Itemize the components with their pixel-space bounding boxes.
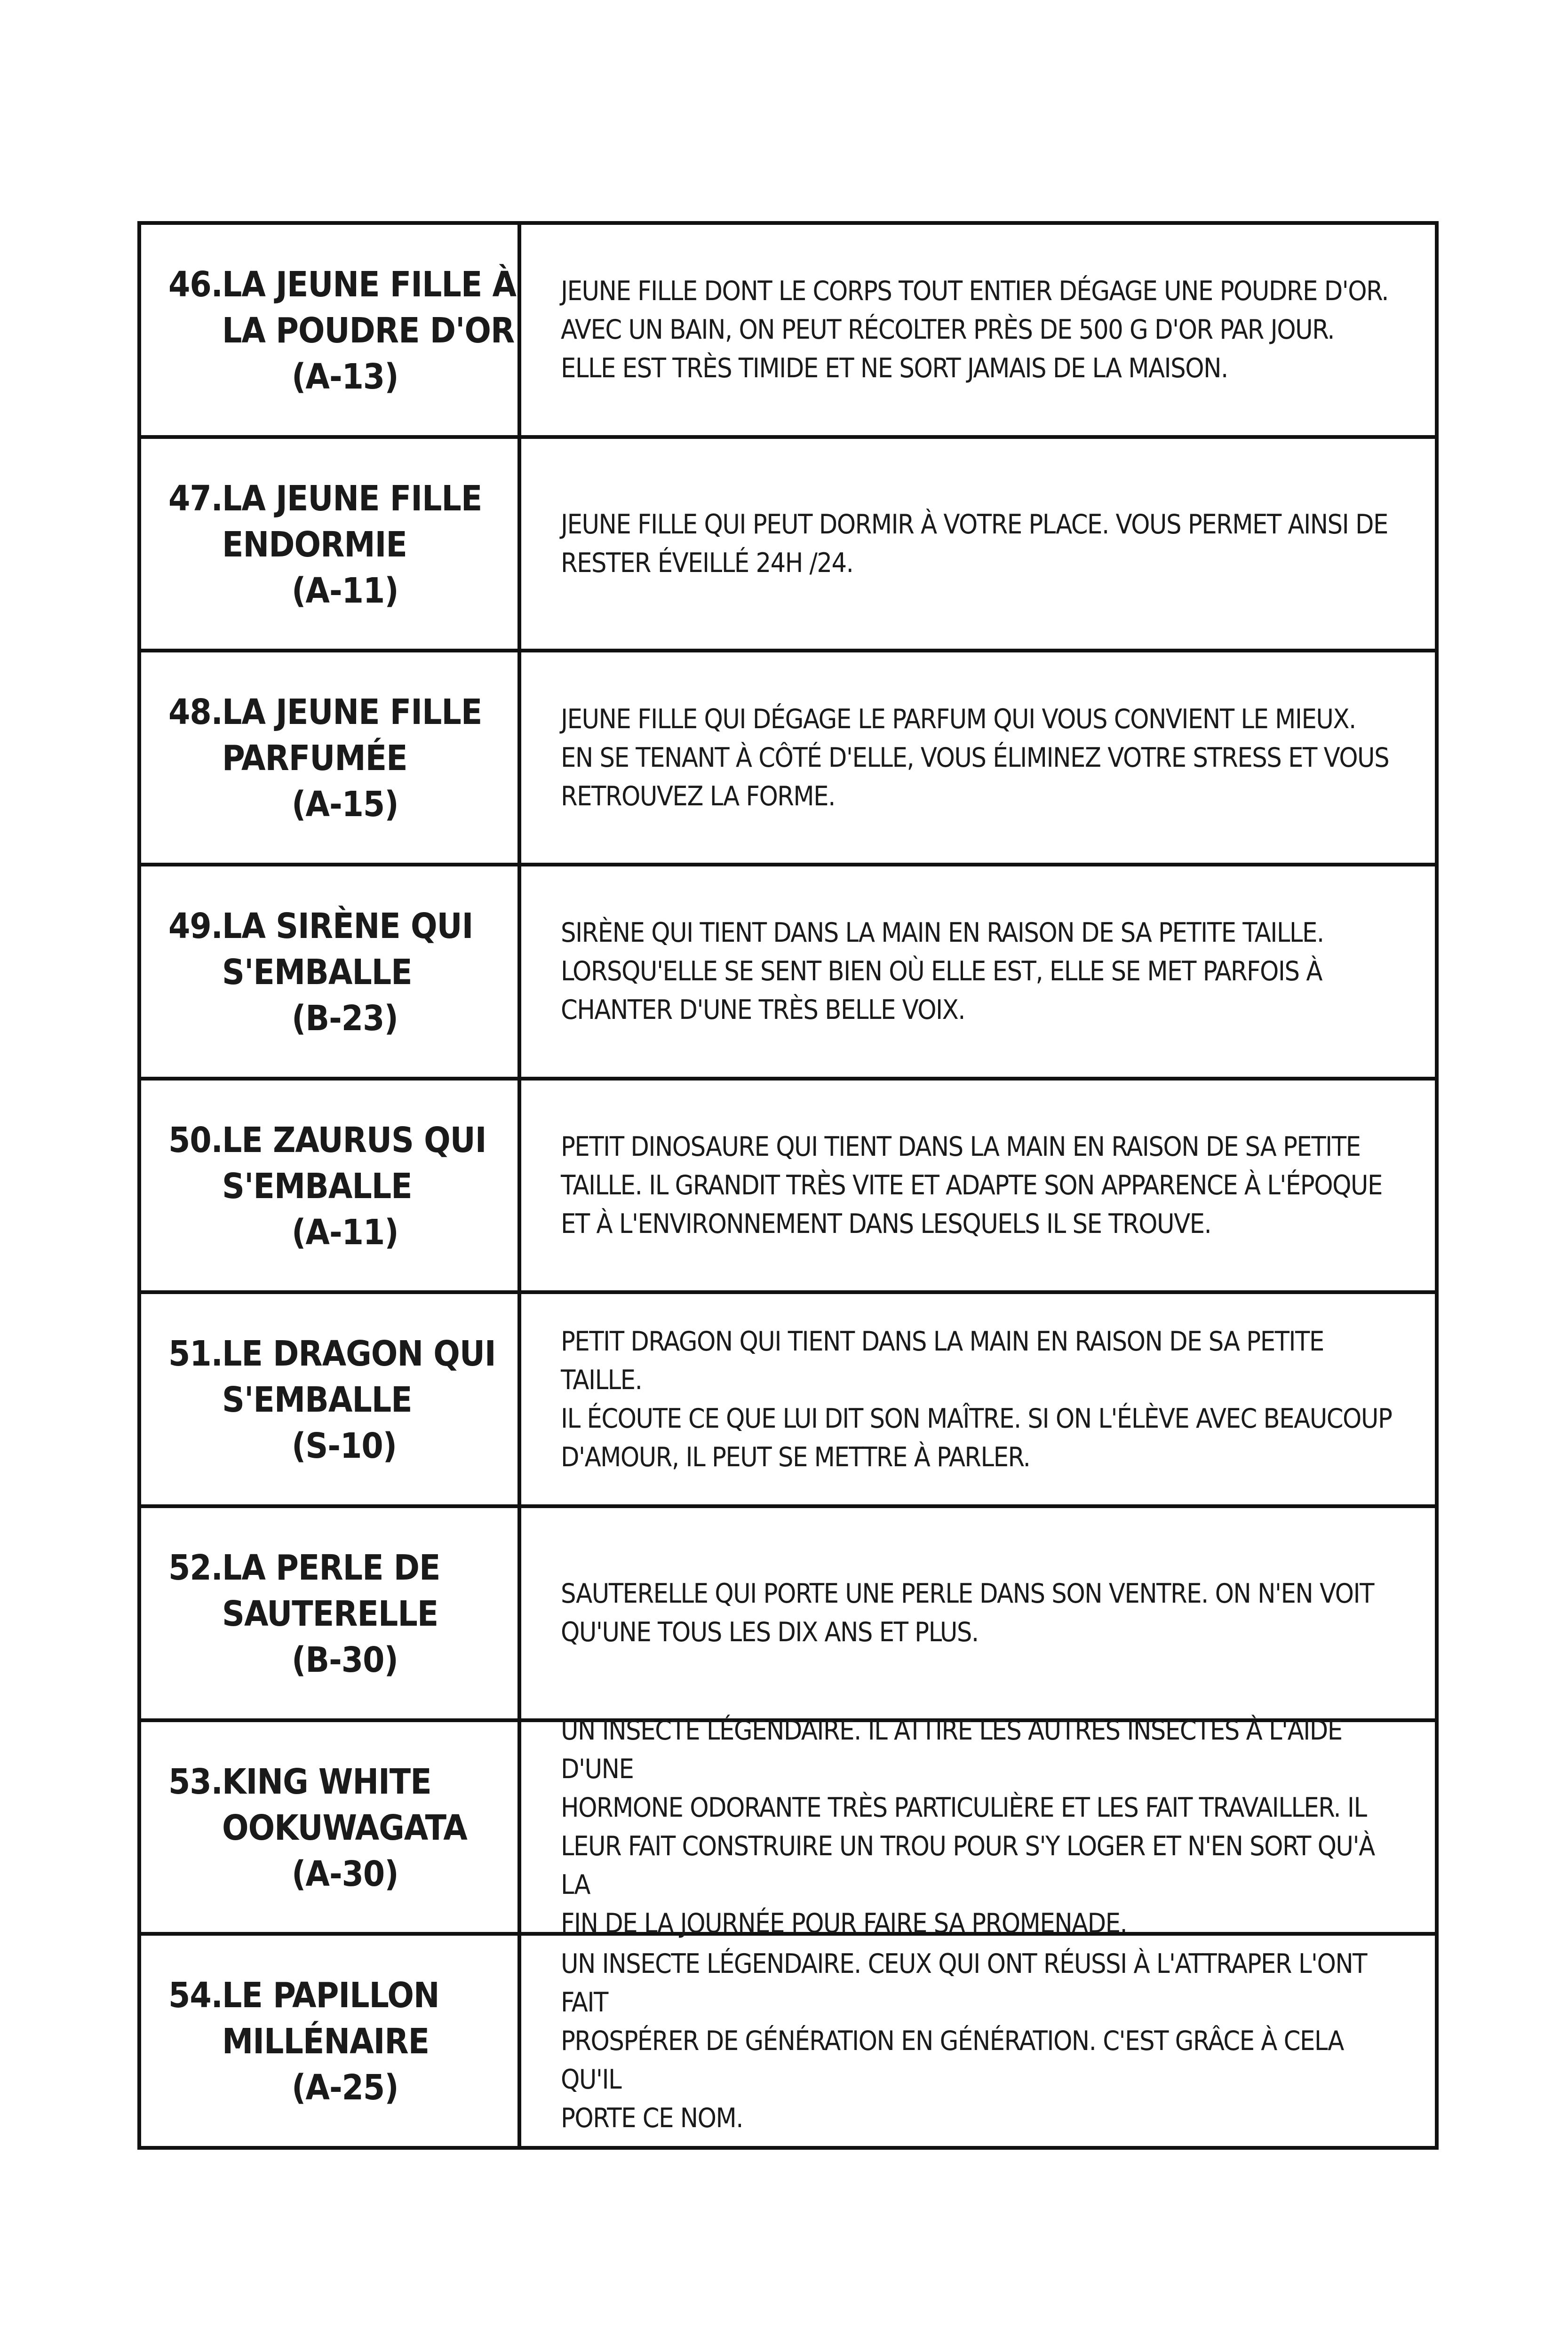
- entry-name-line: [168, 1331, 508, 1377]
- table-row: [141, 866, 1435, 1081]
- entry-name-line: [168, 1972, 508, 2018]
- entry-code: (B-30): [292, 1640, 398, 1681]
- entry-code: (A-13): [292, 357, 398, 397]
- entry-number: 51.: [168, 1334, 223, 1375]
- entry-name-cell: [141, 439, 521, 649]
- entry-code: (A-15): [292, 784, 398, 825]
- entry-name: LE PAPILLON: [222, 1975, 439, 2016]
- entry-table: [137, 221, 1439, 2150]
- entry-name-continued: ENDORMIE: [222, 524, 407, 565]
- entry-name-cell: [141, 1722, 521, 1932]
- entry-description-cell: [521, 1294, 1435, 1504]
- entry-code: (S-10): [292, 1426, 397, 1467]
- entry-name-cell: [141, 652, 521, 863]
- entry-name-continued: S'EMBALLE: [222, 1380, 412, 1421]
- entry-description-cell: [521, 652, 1435, 863]
- table-row: [141, 1936, 1435, 2146]
- entry-name-continued: S'EMBALLE: [222, 952, 412, 993]
- table-row: [141, 1294, 1435, 1508]
- entry-name-line: [168, 1545, 508, 1591]
- entry-description-cell: [521, 866, 1435, 1077]
- table-row: [141, 1715, 1435, 1939]
- entry-name: LA JEUNE FILLE: [222, 692, 482, 733]
- entry-name-continued: OOKUWAGATA: [222, 1807, 467, 1848]
- entry-description-cell: [521, 1081, 1435, 1291]
- entry-name-continued: S'EMBALLE: [222, 1166, 412, 1207]
- entry-description-cell: [521, 1936, 1435, 2146]
- entry-description: UN INSECTE LÉGENDAIRE. IL ATTIRE LES AUTRES INSECTES À L'AIDE D'UNE HORMONE ODORANTE TRÈS PARTICULIÈRE ET LES FAIT TRAVAILLER. IL LEUR FAIT CONSTRUIRE UN TROU POUR S'Y LOGER ET N'EN SORT QU'À LA FIN DE LA JOURNÉE POUR FAIRE SA PROMENADE.: [561, 1715, 1375, 1939]
- entry-number: 52.: [168, 1548, 223, 1589]
- entry-name-line: [168, 262, 517, 308]
- entry-name: LA JEUNE FILLE: [222, 478, 482, 519]
- table-row: [141, 439, 1435, 653]
- entry-description-cell: [521, 225, 1435, 435]
- table-row: [141, 1081, 1435, 1295]
- entry-name-cell: [141, 1936, 521, 2146]
- entry-description: UN INSECTE LÉGENDAIRE. CEUX QUI ONT RÉUSSI À L'ATTRAPER L'ONT FAIT PROSPÉRER DE GÉNÉRATION EN GÉNÉRATION. C'EST GRÂCE À CELA QU'IL PORTE CE NOM.: [561, 1948, 1367, 2134]
- entry-description: JEUNE FILLE DONT LE CORPS TOUT ENTIER DÉGAGE UNE POUDRE D'OR. AVEC UN BAIN, ON PEUT RÉCOLTER PRÈS DE 500 G D'OR PAR JOUR. ELLE EST TRÈS TIMIDE ET NE SORT JAMAIS DE LA MAISON.: [561, 276, 1388, 384]
- entry-description: PETIT DINOSAURE QUI TIENT DANS LA MAIN EN RAISON DE SA PETITE TAILLE. IL GRANDIT TRÈS VITE ET ADAPTE SON APPARENCE À L'ÉPOQUE ET À L'ENVIRONNEMENT DANS LESQUELS IL SE TROUVE.: [561, 1131, 1382, 1240]
- entry-name: LA PERLE DE: [222, 1548, 440, 1589]
- entry-name: LA SIRÈNE QUI: [222, 906, 473, 947]
- entry-number: 47.: [168, 478, 223, 519]
- entry-description: SAUTERELLE QUI PORTE UNE PERLE DANS SON VENTRE. ON N'EN VOIT QU'UNE TOUS LES DIX ANS ET PLUS.: [561, 1578, 1374, 1648]
- entry-name-line: [168, 1117, 508, 1163]
- entry-name-continued: LA POUDRE D'OR: [222, 310, 515, 351]
- entry-description-cell: [521, 1715, 1435, 1939]
- entry-description-cell: [521, 1508, 1435, 1718]
- entry-name-cell: [141, 1508, 521, 1718]
- entry-name-line: [168, 476, 508, 522]
- entry-name-line: [168, 1759, 508, 1805]
- entry-description: SIRÈNE QUI TIENT DANS LA MAIN EN RAISON DE SA PETITE TAILLE. LORSQU'ELLE SE SENT BIEN OÙ ELLE EST, ELLE SE MET PARFOIS À CHANTER D'UNE TRÈS BELLE VOIX.: [561, 917, 1324, 1026]
- entry-name-cell: [141, 225, 521, 435]
- entry-number: 46.: [168, 264, 223, 305]
- entry-description: PETIT DRAGON QUI TIENT DANS LA MAIN EN RAISON DE SA PETITE TAILLE. IL ÉCOUTE CE QUE LUI DIT SON MAÎTRE. SI ON L'ÉLÈVE AVEC BEAUCOUP D'AMOUR, IL PEUT SE METTRE À PARLER.: [561, 1326, 1392, 1473]
- entry-name-line: [168, 689, 508, 735]
- entry-code: (B-23): [292, 998, 398, 1039]
- entry-number: 54.: [168, 1975, 223, 2016]
- entry-description-cell: [521, 439, 1435, 649]
- entry-code: (A-11): [292, 1212, 398, 1253]
- entry-description: JEUNE FILLE QUI DÉGAGE LE PARFUM QUI VOUS CONVIENT LE MIEUX. EN SE TENANT À CÔTÉ D'ELLE, VOUS ÉLIMINEZ VOTRE STRESS ET VOUS RETROUVEZ LA FORME.: [561, 703, 1389, 812]
- entry-name: LE ZAURUS QUI: [222, 1120, 486, 1160]
- table-row: [141, 652, 1435, 866]
- entry-code: (A-25): [292, 2067, 398, 2108]
- entry-number: 49.: [168, 906, 223, 947]
- entry-name-line: [168, 903, 508, 949]
- entry-name: LE DRAGON QUI: [222, 1334, 496, 1375]
- entry-number: 48.: [168, 692, 223, 733]
- entry-name-cell: [141, 1294, 521, 1504]
- entry-name: LA JEUNE FILLE À: [222, 264, 517, 305]
- entry-name: KING WHITE: [222, 1761, 431, 1802]
- entry-code: (A-30): [292, 1853, 398, 1894]
- entry-name-cell: [141, 1081, 521, 1291]
- entry-code: (A-11): [292, 570, 398, 611]
- entry-number: 53.: [168, 1761, 223, 1802]
- entry-name-continued: PARFUMÉE: [222, 738, 407, 779]
- entry-number: 50.: [168, 1120, 223, 1160]
- entry-name-cell: [141, 866, 521, 1077]
- table-row: [141, 1508, 1435, 1722]
- entry-name-continued: SAUTERELLE: [222, 1594, 438, 1635]
- table-row: [141, 225, 1435, 439]
- entry-description: JEUNE FILLE QUI PEUT DORMIR À VOTRE PLACE. VOUS PERMET AINSI DE RESTER ÉVEILLÉ 24H /24.: [561, 509, 1388, 579]
- entry-name-continued: MILLÉNAIRE: [222, 2021, 430, 2062]
